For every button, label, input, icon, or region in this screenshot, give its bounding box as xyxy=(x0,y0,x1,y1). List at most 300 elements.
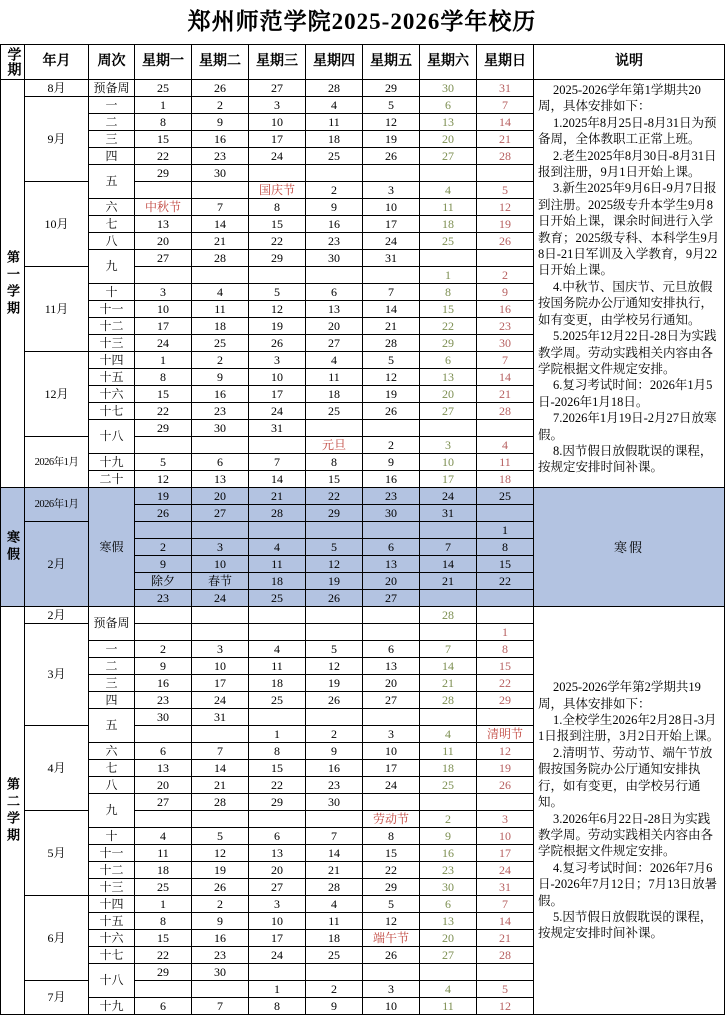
week-cell: 十七 xyxy=(89,403,135,420)
day-cell: 3 xyxy=(249,896,306,913)
day-cell: 17 xyxy=(192,675,249,692)
day-cell: 11 xyxy=(420,199,477,216)
week-cell: 九 xyxy=(89,250,135,284)
day-cell xyxy=(192,811,249,828)
day-cell: 9 xyxy=(420,828,477,845)
day-cell: 7 xyxy=(477,352,534,369)
day-cell: 5 xyxy=(135,454,192,471)
day-cell: 3 xyxy=(363,981,420,998)
calendar-row xyxy=(1,488,725,505)
day-cell: 27 xyxy=(192,505,249,522)
month-cell: 10月 xyxy=(25,182,89,267)
day-cell: 19 xyxy=(249,318,306,335)
day-cell: 24 xyxy=(363,233,420,250)
day-cell: 清明节 xyxy=(477,726,534,743)
day-cell: 20 xyxy=(135,777,192,794)
day-cell xyxy=(192,522,249,539)
day-cell: 13 xyxy=(249,845,306,862)
day-cell xyxy=(306,420,363,437)
day-cell xyxy=(249,437,306,454)
day-cell: 12 xyxy=(477,998,534,1015)
day-cell: 28 xyxy=(477,403,534,420)
day-cell: 5 xyxy=(249,284,306,301)
day-cell: 2 xyxy=(192,352,249,369)
month-cell: 4月 xyxy=(25,726,89,811)
day-cell: 25 xyxy=(249,692,306,709)
day-cell: 16 xyxy=(192,930,249,947)
day-cell: 17 xyxy=(249,930,306,947)
day-cell xyxy=(420,794,477,811)
day-cell xyxy=(135,726,192,743)
day-cell: 2 xyxy=(135,641,192,658)
day-cell: 21 xyxy=(477,930,534,947)
note-paragraph: 4.复习考试时间：2026年7月6日-2026年7月12日；7月13日放暑假。 xyxy=(538,860,718,908)
week-cell: 八 xyxy=(89,777,135,794)
week-cell: 一 xyxy=(89,97,135,114)
day-cell: 1 xyxy=(249,726,306,743)
day-cell xyxy=(306,811,363,828)
day-cell: 23 xyxy=(192,403,249,420)
day-cell: 4 xyxy=(477,437,534,454)
semester-label: 寒假 xyxy=(1,488,25,607)
day-cell: 14 xyxy=(477,369,534,386)
month-cell: 6月 xyxy=(25,896,89,981)
semester-label: 第二学期 xyxy=(1,607,25,1015)
week-cell: 十六 xyxy=(89,386,135,403)
day-cell: 21 xyxy=(477,386,534,403)
day-cell xyxy=(477,505,534,522)
day-cell xyxy=(420,522,477,539)
day-cell: 5 xyxy=(363,896,420,913)
week-cell: 六 xyxy=(89,199,135,216)
week-cell: 十九 xyxy=(89,454,135,471)
day-cell: 31 xyxy=(192,709,249,726)
day-cell: 20 xyxy=(249,862,306,879)
day-cell xyxy=(192,437,249,454)
calendar-body xyxy=(1,80,725,1015)
note-paragraph: 8.因节假日放假耽误的课程，按规定安排时间补课。 xyxy=(538,443,713,475)
day-cell: 20 xyxy=(420,386,477,403)
header-semester: 学期 xyxy=(1,45,25,80)
note-paragraph: 4.中秋节、国庆节、元旦放假按国务院办公厅通知安排执行，如有变更，由学校另行通知。 xyxy=(538,279,714,327)
day-cell: 12 xyxy=(249,301,306,318)
day-cell: 16 xyxy=(306,216,363,233)
day-cell xyxy=(135,981,192,998)
day-cell xyxy=(249,624,306,641)
day-cell: 26 xyxy=(363,947,420,964)
day-cell: 26 xyxy=(249,335,306,352)
day-cell: 28 xyxy=(306,80,363,97)
day-cell: 26 xyxy=(135,505,192,522)
day-cell xyxy=(249,964,306,981)
day-cell xyxy=(249,165,306,182)
day-cell: 12 xyxy=(477,199,534,216)
note-paragraph: 1.全校学生2026年2月28日-3月1日报到注册，3月2日开始上课。 xyxy=(538,713,720,744)
day-cell xyxy=(306,165,363,182)
day-cell: 27 xyxy=(135,250,192,267)
day-cell xyxy=(192,726,249,743)
day-cell: 14 xyxy=(477,114,534,131)
day-cell: 元旦 xyxy=(306,437,363,454)
day-cell: 31 xyxy=(363,250,420,267)
day-cell xyxy=(135,267,192,284)
day-cell: 28 xyxy=(420,607,477,624)
day-cell: 13 xyxy=(420,913,477,930)
day-cell xyxy=(477,165,534,182)
week-cell: 十 xyxy=(89,284,135,301)
day-cell xyxy=(420,964,477,981)
day-cell: 1 xyxy=(420,267,477,284)
day-cell: 12 xyxy=(306,658,363,675)
day-cell: 21 xyxy=(192,233,249,250)
week-cell: 九 xyxy=(89,794,135,828)
week-cell: 十五 xyxy=(89,913,135,930)
day-cell: 27 xyxy=(420,148,477,165)
header-wednesday: 星期三 xyxy=(249,45,306,80)
day-cell: 11 xyxy=(420,743,477,760)
day-cell: 9 xyxy=(192,369,249,386)
day-cell: 25 xyxy=(306,403,363,420)
day-cell: 24 xyxy=(477,862,534,879)
day-cell: 24 xyxy=(192,692,249,709)
day-cell: 17 xyxy=(420,471,477,488)
day-cell: 6 xyxy=(420,97,477,114)
day-cell: 28 xyxy=(477,947,534,964)
day-cell: 13 xyxy=(420,369,477,386)
day-cell xyxy=(477,709,534,726)
header-thursday: 星期四 xyxy=(306,45,363,80)
calendar-row xyxy=(1,607,725,624)
day-cell: 8 xyxy=(249,199,306,216)
day-cell: 25 xyxy=(306,148,363,165)
day-cell xyxy=(363,624,420,641)
day-cell: 15 xyxy=(135,131,192,148)
day-cell xyxy=(135,624,192,641)
day-cell: 8 xyxy=(477,539,534,556)
day-cell: 7 xyxy=(420,539,477,556)
day-cell xyxy=(192,624,249,641)
day-cell: 6 xyxy=(192,454,249,471)
day-cell: 11 xyxy=(135,845,192,862)
day-cell: 27 xyxy=(306,335,363,352)
day-cell: 29 xyxy=(135,964,192,981)
day-cell: 22 xyxy=(249,777,306,794)
week-cell: 四 xyxy=(89,148,135,165)
day-cell: 2 xyxy=(306,182,363,199)
day-cell: 17 xyxy=(363,216,420,233)
day-cell: 30 xyxy=(477,335,534,352)
day-cell: 30 xyxy=(192,165,249,182)
day-cell: 4 xyxy=(420,182,477,199)
month-cell: 11月 xyxy=(25,267,89,352)
day-cell: 25 xyxy=(135,879,192,896)
day-cell: 3 xyxy=(249,97,306,114)
week-cell: 十九 xyxy=(89,998,135,1015)
day-cell xyxy=(306,607,363,624)
day-cell: 3 xyxy=(192,539,249,556)
day-cell: 17 xyxy=(363,760,420,777)
day-cell: 29 xyxy=(249,794,306,811)
day-cell xyxy=(477,590,534,607)
day-cell xyxy=(135,607,192,624)
day-cell xyxy=(363,267,420,284)
day-cell xyxy=(363,709,420,726)
day-cell: 19 xyxy=(363,131,420,148)
day-cell: 28 xyxy=(477,148,534,165)
day-cell: 14 xyxy=(363,301,420,318)
day-cell: 3 xyxy=(420,437,477,454)
day-cell: 14 xyxy=(420,658,477,675)
day-cell: 28 xyxy=(192,794,249,811)
day-cell: 7 xyxy=(306,828,363,845)
day-cell: 9 xyxy=(135,658,192,675)
note-paragraph: 7.2026年1月19日-2月27日放寒假。 xyxy=(538,411,717,442)
day-cell xyxy=(363,794,420,811)
day-cell: 23 xyxy=(192,148,249,165)
note-paragraph: 5.因节假日放假耽误的课程，按规定安排时间补课。 xyxy=(538,909,713,941)
day-cell: 26 xyxy=(192,879,249,896)
day-cell: 16 xyxy=(363,471,420,488)
day-cell: 1 xyxy=(135,896,192,913)
day-cell: 11 xyxy=(477,454,534,471)
header-notes: 说明 xyxy=(534,45,725,80)
day-cell: 22 xyxy=(477,573,534,590)
calendar-row xyxy=(1,80,725,97)
day-cell: 13 xyxy=(420,114,477,131)
day-cell: 中秋节 xyxy=(135,199,192,216)
week-cell: 三 xyxy=(89,131,135,148)
header-week: 周次 xyxy=(89,45,135,80)
day-cell: 6 xyxy=(420,352,477,369)
note-paragraph: 2.老生2025年8月30日-8月31日报到注册，9月1日开始上课。 xyxy=(538,148,717,180)
day-cell: 22 xyxy=(306,488,363,505)
day-cell: 13 xyxy=(192,471,249,488)
day-cell: 16 xyxy=(306,760,363,777)
day-cell: 10 xyxy=(192,556,249,573)
day-cell: 23 xyxy=(420,862,477,879)
day-cell: 14 xyxy=(192,760,249,777)
day-cell: 11 xyxy=(192,301,249,318)
day-cell: 28 xyxy=(420,692,477,709)
month-cell: 5月 xyxy=(25,811,89,896)
week-cell: 十八 xyxy=(89,420,135,454)
day-cell: 8 xyxy=(477,641,534,658)
day-cell: 19 xyxy=(306,675,363,692)
week-cell: 四 xyxy=(89,692,135,709)
week-cell: 六 xyxy=(89,743,135,760)
day-cell: 15 xyxy=(477,556,534,573)
day-cell: 14 xyxy=(420,556,477,573)
day-cell: 16 xyxy=(192,386,249,403)
day-cell xyxy=(420,165,477,182)
calendar-table xyxy=(0,44,725,1015)
day-cell xyxy=(192,267,249,284)
day-cell: 12 xyxy=(135,471,192,488)
day-cell: 14 xyxy=(306,845,363,862)
month-cell: 2026年1月 xyxy=(25,437,89,488)
day-cell: 11 xyxy=(306,369,363,386)
week-cell: 八 xyxy=(89,233,135,250)
day-cell xyxy=(363,420,420,437)
day-cell: 25 xyxy=(135,80,192,97)
day-cell: 端午节 xyxy=(363,930,420,947)
day-cell: 11 xyxy=(249,658,306,675)
day-cell: 2 xyxy=(306,981,363,998)
day-cell: 20 xyxy=(363,573,420,590)
day-cell: 26 xyxy=(477,777,534,794)
day-cell: 31 xyxy=(420,505,477,522)
day-cell: 22 xyxy=(477,675,534,692)
month-cell: 3月 xyxy=(25,624,89,726)
day-cell: 5 xyxy=(306,641,363,658)
day-cell: 25 xyxy=(420,233,477,250)
day-cell: 19 xyxy=(135,488,192,505)
day-cell: 25 xyxy=(477,488,534,505)
day-cell: 6 xyxy=(420,896,477,913)
day-cell: 6 xyxy=(135,743,192,760)
day-cell: 8 xyxy=(306,454,363,471)
day-cell: 23 xyxy=(477,318,534,335)
day-cell: 1 xyxy=(249,981,306,998)
day-cell: 26 xyxy=(192,80,249,97)
day-cell: 28 xyxy=(192,250,249,267)
month-cell: 2月 xyxy=(25,522,89,607)
day-cell: 4 xyxy=(192,284,249,301)
day-cell: 9 xyxy=(135,556,192,573)
week-cell: 二 xyxy=(89,658,135,675)
day-cell: 22 xyxy=(135,148,192,165)
day-cell: 2 xyxy=(420,811,477,828)
week-cell: 二十 xyxy=(89,471,135,488)
day-cell: 25 xyxy=(249,590,306,607)
day-cell: 7 xyxy=(192,199,249,216)
day-cell: 8 xyxy=(249,743,306,760)
day-cell xyxy=(420,420,477,437)
day-cell: 19 xyxy=(477,760,534,777)
day-cell: 4 xyxy=(306,97,363,114)
day-cell xyxy=(249,267,306,284)
day-cell: 24 xyxy=(135,335,192,352)
day-cell: 10 xyxy=(477,828,534,845)
day-cell: 14 xyxy=(477,913,534,930)
day-cell: 24 xyxy=(249,947,306,964)
day-cell: 10 xyxy=(420,454,477,471)
month-cell: 8月 xyxy=(25,80,89,97)
day-cell xyxy=(363,607,420,624)
day-cell: 20 xyxy=(420,131,477,148)
day-cell: 24 xyxy=(420,488,477,505)
day-cell: 22 xyxy=(135,947,192,964)
day-cell: 6 xyxy=(363,539,420,556)
day-cell: 18 xyxy=(420,216,477,233)
day-cell: 9 xyxy=(306,998,363,1015)
day-cell xyxy=(363,964,420,981)
day-cell xyxy=(192,981,249,998)
day-cell: 7 xyxy=(477,896,534,913)
day-cell: 10 xyxy=(363,743,420,760)
day-cell: 31 xyxy=(477,879,534,896)
day-cell: 23 xyxy=(363,488,420,505)
week-cell: 五 xyxy=(89,709,135,743)
day-cell: 30 xyxy=(306,250,363,267)
week-cell: 三 xyxy=(89,675,135,692)
day-cell: 20 xyxy=(306,318,363,335)
day-cell: 12 xyxy=(192,845,249,862)
day-cell: 8 xyxy=(249,998,306,1015)
day-cell: 5 xyxy=(192,828,249,845)
day-cell: 15 xyxy=(249,216,306,233)
day-cell xyxy=(249,522,306,539)
week-cell: 十一 xyxy=(89,845,135,862)
month-cell: 2月 xyxy=(25,607,89,624)
day-cell: 9 xyxy=(192,913,249,930)
day-cell: 24 xyxy=(363,777,420,794)
day-cell: 4 xyxy=(249,539,306,556)
day-cell: 21 xyxy=(306,862,363,879)
day-cell: 25 xyxy=(306,947,363,964)
week-cell: 十二 xyxy=(89,318,135,335)
day-cell: 28 xyxy=(249,505,306,522)
day-cell: 2 xyxy=(363,437,420,454)
day-cell: 16 xyxy=(477,301,534,318)
day-cell: 16 xyxy=(192,131,249,148)
day-cell xyxy=(192,607,249,624)
day-cell: 6 xyxy=(363,641,420,658)
day-cell: 7 xyxy=(420,641,477,658)
day-cell: 13 xyxy=(135,760,192,777)
day-cell: 13 xyxy=(363,556,420,573)
day-cell: 18 xyxy=(306,386,363,403)
calendar-header xyxy=(1,45,725,80)
note-paragraph: 5.2025年12月22日-28日为实践教学周。劳动实践相关内容由各学院根据文件规定安排。 xyxy=(538,329,717,376)
day-cell: 除夕 xyxy=(135,573,192,590)
day-cell: 21 xyxy=(420,675,477,692)
day-cell: 29 xyxy=(306,505,363,522)
note-paragraph: 2025-2026学年第1学期共20周，具体安排如下： xyxy=(538,83,701,114)
day-cell: 15 xyxy=(306,471,363,488)
day-cell: 21 xyxy=(420,573,477,590)
day-cell: 春节 xyxy=(192,573,249,590)
day-cell: 12 xyxy=(363,114,420,131)
day-cell: 22 xyxy=(420,318,477,335)
day-cell: 15 xyxy=(420,301,477,318)
day-cell: 28 xyxy=(306,879,363,896)
note-paragraph: 6.复习考试时间：2026年1月5日-2026年1月18日。 xyxy=(538,378,713,409)
day-cell: 3 xyxy=(477,811,534,828)
week-cell: 一 xyxy=(89,641,135,658)
day-cell: 6 xyxy=(306,284,363,301)
note-paragraph: 3.2026年6月22日-28日为实践教学周。劳动实践相关内容由各学院根据文件规定安排。 xyxy=(538,811,714,859)
week-cell: 预备周 xyxy=(89,607,135,641)
day-cell: 7 xyxy=(192,998,249,1015)
day-cell xyxy=(477,420,534,437)
month-cell: 7月 xyxy=(25,981,89,1015)
day-cell xyxy=(477,607,534,624)
month-cell: 9月 xyxy=(25,97,89,182)
day-cell: 劳动节 xyxy=(363,811,420,828)
day-cell: 20 xyxy=(135,233,192,250)
day-cell xyxy=(420,590,477,607)
day-cell: 21 xyxy=(249,488,306,505)
day-cell: 5 xyxy=(477,981,534,998)
day-cell: 24 xyxy=(249,148,306,165)
day-cell: 23 xyxy=(135,590,192,607)
day-cell: 18 xyxy=(306,131,363,148)
day-cell: 24 xyxy=(249,403,306,420)
day-cell: 29 xyxy=(420,335,477,352)
notes-cell xyxy=(534,80,725,488)
day-cell xyxy=(306,709,363,726)
